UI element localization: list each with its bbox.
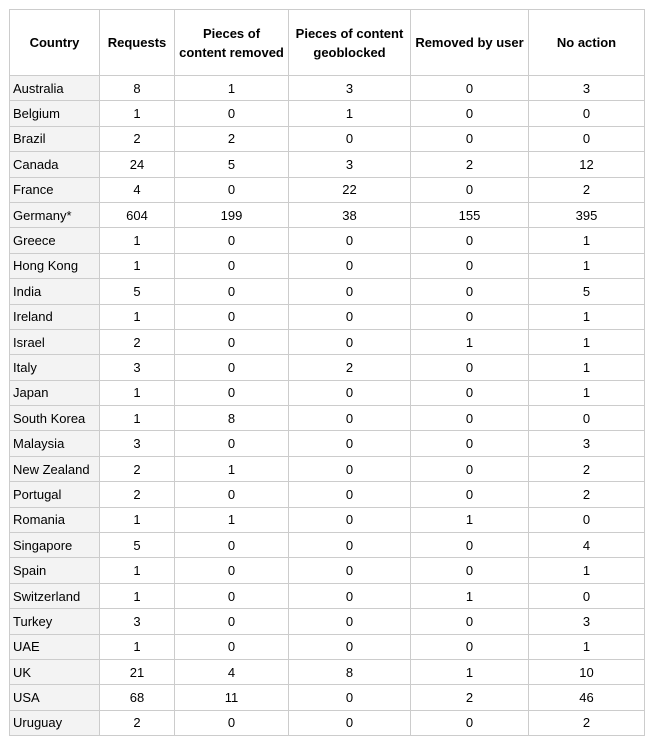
pieces-geoblocked-cell: 1 [289, 101, 411, 126]
requests-cell: 1 [100, 583, 175, 608]
pieces-geoblocked-cell: 0 [289, 685, 411, 710]
table-row [10, 558, 645, 583]
table-row [10, 304, 645, 329]
pieces-geoblocked-cell: 22 [289, 177, 411, 202]
country-cell: Portugal [10, 482, 100, 507]
no-action-cell: 395 [529, 202, 645, 227]
table-row [10, 659, 645, 684]
removed-by-user-cell: 0 [411, 253, 529, 278]
no-action-cell: 1 [529, 329, 645, 354]
removed-by-user-cell: 0 [411, 101, 529, 126]
country-cell: Brazil [10, 126, 100, 151]
pieces-geoblocked-cell: 0 [289, 406, 411, 431]
removed-by-user-cell: 0 [411, 228, 529, 253]
pieces-removed-cell: 4 [175, 659, 289, 684]
removed-by-user-cell: 0 [411, 558, 529, 583]
pieces-removed-cell: 0 [175, 101, 289, 126]
requests-cell: 1 [100, 228, 175, 253]
pieces-removed-cell: 0 [175, 431, 289, 456]
no-action-cell: 2 [529, 710, 645, 735]
pieces-removed-cell: 8 [175, 406, 289, 431]
table-row [10, 329, 645, 354]
pieces-geoblocked-cell: 0 [289, 329, 411, 354]
header-row [10, 10, 645, 76]
requests-cell: 3 [100, 431, 175, 456]
requests-cell: 4 [100, 177, 175, 202]
table-row [10, 507, 645, 532]
country-cell: Turkey [10, 609, 100, 634]
removed-by-user-cell: 1 [411, 507, 529, 532]
header-country: Country [10, 10, 100, 76]
table-row [10, 685, 645, 710]
pieces-geoblocked-cell: 0 [289, 304, 411, 329]
table-row [10, 533, 645, 558]
pieces-geoblocked-cell: 8 [289, 659, 411, 684]
pieces-removed-cell: 2 [175, 126, 289, 151]
removed-by-user-cell: 155 [411, 202, 529, 227]
pieces-removed-cell: 1 [175, 456, 289, 481]
table-row [10, 609, 645, 634]
requests-cell: 24 [100, 152, 175, 177]
country-cell: USA [10, 685, 100, 710]
removed-by-user-cell: 2 [411, 685, 529, 710]
removed-by-user-cell: 0 [411, 609, 529, 634]
removed-by-user-cell: 0 [411, 355, 529, 380]
pieces-geoblocked-cell: 3 [289, 152, 411, 177]
pieces-geoblocked-cell: 3 [289, 76, 411, 101]
country-cell: Malaysia [10, 431, 100, 456]
table-row [10, 380, 645, 405]
requests-cell: 2 [100, 482, 175, 507]
no-action-cell: 1 [529, 253, 645, 278]
table-row [10, 634, 645, 659]
pieces-removed-cell: 0 [175, 329, 289, 354]
pieces-removed-cell: 0 [175, 253, 289, 278]
no-action-cell: 12 [529, 152, 645, 177]
country-cell: Israel [10, 329, 100, 354]
table-row [10, 482, 645, 507]
removed-by-user-cell: 0 [411, 304, 529, 329]
removed-by-user-cell: 0 [411, 380, 529, 405]
table-row [10, 355, 645, 380]
removed-by-user-cell: 0 [411, 533, 529, 558]
pieces-geoblocked-cell: 0 [289, 710, 411, 735]
pieces-removed-cell: 0 [175, 634, 289, 659]
pieces-removed-cell: 0 [175, 304, 289, 329]
no-action-cell: 2 [529, 177, 645, 202]
removed-by-user-cell: 2 [411, 152, 529, 177]
country-cell: New Zealand [10, 456, 100, 481]
requests-cell: 1 [100, 558, 175, 583]
no-action-cell: 1 [529, 558, 645, 583]
no-action-cell: 1 [529, 304, 645, 329]
table-row [10, 126, 645, 151]
pieces-removed-cell: 1 [175, 76, 289, 101]
requests-cell: 3 [100, 355, 175, 380]
pieces-geoblocked-cell: 0 [289, 482, 411, 507]
header-removed-by-user: Removed by user [411, 10, 529, 76]
removed-by-user-cell: 0 [411, 177, 529, 202]
country-cell: Germany* [10, 202, 100, 227]
table-row [10, 76, 645, 101]
country-cell: Uruguay [10, 710, 100, 735]
country-cell: Hong Kong [10, 253, 100, 278]
no-action-cell: 1 [529, 380, 645, 405]
no-action-cell: 0 [529, 583, 645, 608]
pieces-geoblocked-cell: 0 [289, 228, 411, 253]
table-row [10, 152, 645, 177]
country-cell: Ireland [10, 304, 100, 329]
table-row [10, 101, 645, 126]
pieces-geoblocked-cell: 0 [289, 558, 411, 583]
removed-by-user-cell: 0 [411, 456, 529, 481]
country-cell: South Korea [10, 406, 100, 431]
country-cell: Italy [10, 355, 100, 380]
requests-cell: 1 [100, 507, 175, 532]
no-action-cell: 0 [529, 406, 645, 431]
pieces-geoblocked-cell: 0 [289, 431, 411, 456]
country-cell: India [10, 279, 100, 304]
pieces-geoblocked-cell: 0 [289, 634, 411, 659]
country-cell: UAE [10, 634, 100, 659]
no-action-cell: 3 [529, 76, 645, 101]
pieces-geoblocked-cell: 2 [289, 355, 411, 380]
pieces-removed-cell: 0 [175, 482, 289, 507]
pieces-removed-cell: 0 [175, 710, 289, 735]
pieces-geoblocked-cell: 0 [289, 507, 411, 532]
pieces-removed-cell: 0 [175, 558, 289, 583]
pieces-removed-cell: 5 [175, 152, 289, 177]
pieces-geoblocked-cell: 0 [289, 456, 411, 481]
pieces-removed-cell: 0 [175, 583, 289, 608]
removed-by-user-cell: 0 [411, 279, 529, 304]
removed-by-user-cell: 1 [411, 659, 529, 684]
requests-cell: 1 [100, 634, 175, 659]
removed-by-user-cell: 0 [411, 406, 529, 431]
country-cell: Romania [10, 507, 100, 532]
requests-cell: 1 [100, 304, 175, 329]
pieces-removed-cell: 1 [175, 507, 289, 532]
table-row [10, 710, 645, 735]
no-action-cell: 3 [529, 431, 645, 456]
requests-cell: 2 [100, 710, 175, 735]
table-row [10, 253, 645, 278]
table-row [10, 583, 645, 608]
requests-cell: 1 [100, 101, 175, 126]
requests-cell: 1 [100, 380, 175, 405]
country-cell: Greece [10, 228, 100, 253]
pieces-geoblocked-cell: 38 [289, 202, 411, 227]
pieces-removed-cell: 0 [175, 355, 289, 380]
table-row [10, 177, 645, 202]
pieces-geoblocked-cell: 0 [289, 583, 411, 608]
no-action-cell: 0 [529, 507, 645, 532]
country-cell: Japan [10, 380, 100, 405]
table-row [10, 406, 645, 431]
no-action-cell: 4 [529, 533, 645, 558]
requests-cell: 1 [100, 253, 175, 278]
requests-cell: 8 [100, 76, 175, 101]
no-action-cell: 1 [529, 634, 645, 659]
pieces-geoblocked-cell: 0 [289, 380, 411, 405]
no-action-cell: 0 [529, 101, 645, 126]
country-cell: Singapore [10, 533, 100, 558]
header-pieces-removed: Pieces of content removed [175, 10, 289, 76]
country-cell: Switzerland [10, 583, 100, 608]
requests-cell: 5 [100, 279, 175, 304]
country-cell: Canada [10, 152, 100, 177]
pieces-geoblocked-cell: 0 [289, 533, 411, 558]
pieces-removed-cell: 0 [175, 228, 289, 253]
pieces-geoblocked-cell: 0 [289, 279, 411, 304]
requests-cell: 604 [100, 202, 175, 227]
pieces-geoblocked-cell: 0 [289, 253, 411, 278]
removed-by-user-cell: 0 [411, 710, 529, 735]
pieces-removed-cell: 11 [175, 685, 289, 710]
table-row [10, 456, 645, 481]
country-cell: France [10, 177, 100, 202]
requests-cell: 1 [100, 406, 175, 431]
requests-table [9, 9, 645, 736]
requests-cell: 21 [100, 659, 175, 684]
table-row [10, 431, 645, 456]
requests-cell: 68 [100, 685, 175, 710]
no-action-cell: 3 [529, 609, 645, 634]
no-action-cell: 5 [529, 279, 645, 304]
requests-cell: 2 [100, 329, 175, 354]
header-no-action: No action [529, 10, 645, 76]
no-action-cell: 1 [529, 228, 645, 253]
country-cell: Belgium [10, 101, 100, 126]
header-requests: Requests [100, 10, 175, 76]
requests-cell: 5 [100, 533, 175, 558]
pieces-removed-cell: 0 [175, 279, 289, 304]
pieces-removed-cell: 0 [175, 533, 289, 558]
no-action-cell: 2 [529, 456, 645, 481]
requests-cell: 3 [100, 609, 175, 634]
removed-by-user-cell: 0 [411, 634, 529, 659]
removed-by-user-cell: 0 [411, 76, 529, 101]
removed-by-user-cell: 0 [411, 482, 529, 507]
table-row [10, 228, 645, 253]
pieces-removed-cell: 199 [175, 202, 289, 227]
pieces-removed-cell: 0 [175, 380, 289, 405]
removed-by-user-cell: 1 [411, 583, 529, 608]
pieces-geoblocked-cell: 0 [289, 609, 411, 634]
no-action-cell: 2 [529, 482, 645, 507]
removed-by-user-cell: 1 [411, 329, 529, 354]
country-cell: Australia [10, 76, 100, 101]
requests-cell: 2 [100, 456, 175, 481]
pieces-geoblocked-cell: 0 [289, 126, 411, 151]
no-action-cell: 46 [529, 685, 645, 710]
no-action-cell: 1 [529, 355, 645, 380]
table-row [10, 279, 645, 304]
removed-by-user-cell: 0 [411, 126, 529, 151]
no-action-cell: 0 [529, 126, 645, 151]
country-cell: UK [10, 659, 100, 684]
country-cell: Spain [10, 558, 100, 583]
pieces-removed-cell: 0 [175, 177, 289, 202]
header-pieces-geoblocked: Pieces of content geoblocked [289, 10, 411, 76]
removed-by-user-cell: 0 [411, 431, 529, 456]
requests-cell: 2 [100, 126, 175, 151]
pieces-removed-cell: 0 [175, 609, 289, 634]
no-action-cell: 10 [529, 659, 645, 684]
table-row [10, 202, 645, 227]
